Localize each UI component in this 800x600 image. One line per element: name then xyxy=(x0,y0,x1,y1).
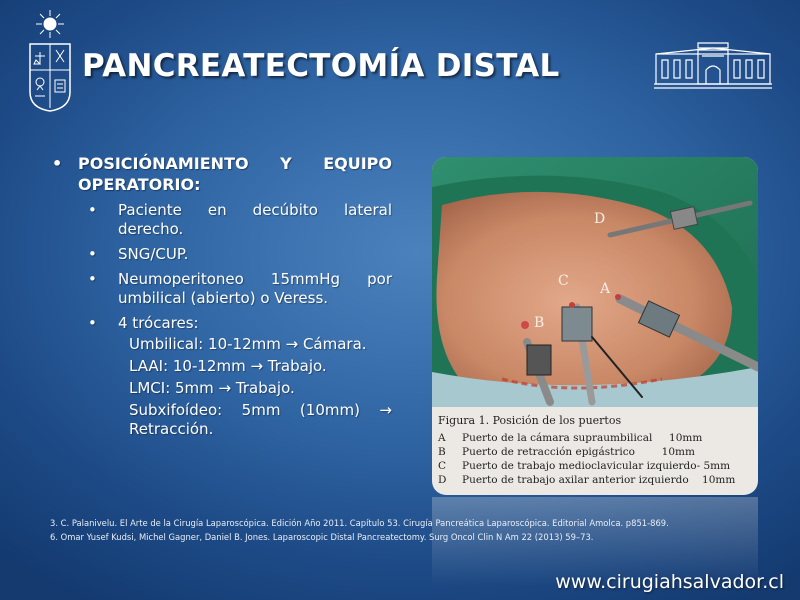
caption-text: Puerto de la cámara supraumbilical xyxy=(462,432,653,444)
caption-text: Puerto de trabajo axilar anterior izquierdo xyxy=(462,474,689,486)
list-item-text: 4 trócares: xyxy=(118,314,199,332)
list-item-text: Paciente en decúbito lateral derecho. xyxy=(118,201,392,238)
reference-item: 6. Omar Yusef Kudsi, Michel Gagner, Daniel B. Jones. Laparoscopic Distal Pancreatectomy. Surg Oncol Clin N Am 22 (2013) 59–73. xyxy=(50,531,594,542)
trocar-line: Umbilical: 10-12mm → Cámara. xyxy=(129,335,367,353)
hospital-building-icon xyxy=(652,40,774,92)
caption-key: C xyxy=(438,460,447,472)
port-label-b: B xyxy=(534,315,545,331)
surgical-figure xyxy=(432,157,758,495)
reference-item: 3. C. Palanivelu. El Arte de la Cirugía Laparoscópica. Edición Año 2011. Capítulo 53. Cirugía Pancreática Laparoscópica. Editorial Amolca. p851-869. xyxy=(50,518,669,528)
caption-size: 10mm xyxy=(661,446,695,458)
caption-size: 10mm xyxy=(702,474,736,486)
caption-key: D xyxy=(438,474,447,486)
caption-text: Puerto de retracción epigástrico xyxy=(462,446,635,458)
caption-row xyxy=(438,460,754,473)
port-label-d: D xyxy=(594,211,606,227)
bullet-dot: • xyxy=(88,314,97,332)
list-item-text: SNG/CUP. xyxy=(118,245,189,263)
heading-text: POSICIÓNAMIENTO Y EQUIPO OPERATORIO: xyxy=(78,154,392,194)
references xyxy=(50,518,762,545)
caption-key: A xyxy=(438,432,446,444)
trocar-line: LMCI: 5mm → Trabajo. xyxy=(129,379,295,397)
list-item xyxy=(52,314,392,333)
list-item-text: Neumoperitoneo 15mmHg por umbilical (abierto) o Veress. xyxy=(118,270,392,307)
port-label-a: A xyxy=(600,281,611,297)
port-label-c: C xyxy=(558,273,569,289)
trocar-line: LAAI: 10-12mm → Trabajo. xyxy=(129,357,327,375)
surgical-photo xyxy=(432,157,758,407)
list-item xyxy=(52,270,392,308)
caption-row xyxy=(438,446,754,459)
caption-text: Puerto de trabajo medioclavicular izquierdo- xyxy=(462,460,701,472)
bullet-dot: • xyxy=(88,245,97,263)
caption-row xyxy=(438,432,754,445)
bullet-content xyxy=(52,153,392,439)
trocar-line: Subxifoídeo: 5mm (10mm) → Retracción. xyxy=(129,401,392,438)
slide-title: PANCREATECTOMÍA DISTAL xyxy=(82,48,560,84)
caption-size: 5mm xyxy=(703,460,731,472)
bullet-dot: • xyxy=(88,201,97,219)
bullet-dot: • xyxy=(52,154,63,173)
list-item xyxy=(52,245,392,264)
bullet-heading xyxy=(52,153,392,195)
caption-size: 10mm xyxy=(669,432,703,444)
caption-row xyxy=(438,474,754,487)
caption-key: B xyxy=(438,446,446,458)
caption-title: Figura 1. Posición de los puertos xyxy=(438,414,622,427)
website-url: www.cirugiahsalvador.cl xyxy=(555,571,784,593)
list-item xyxy=(52,201,392,239)
bullet-dot: • xyxy=(88,270,97,288)
university-crest-icon xyxy=(26,8,74,112)
